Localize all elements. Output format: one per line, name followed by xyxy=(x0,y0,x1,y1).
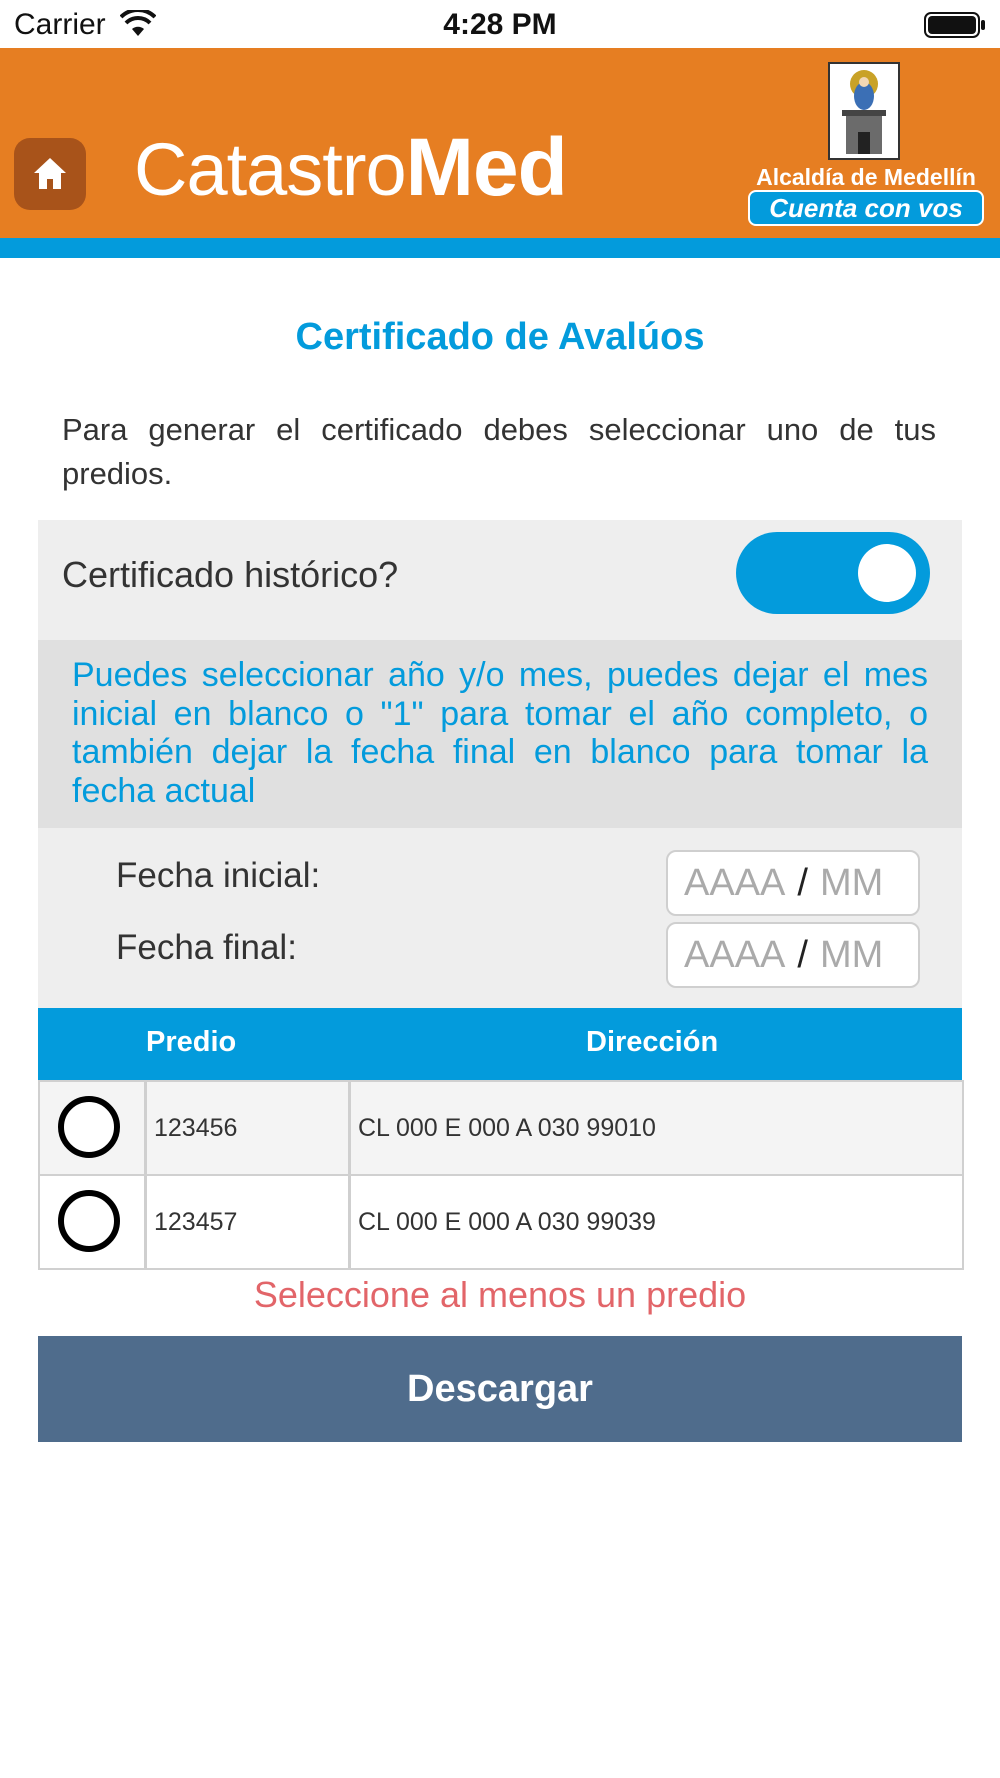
cell-divider xyxy=(144,1176,147,1268)
app-title-part2: Med xyxy=(405,122,567,213)
header-accent-line xyxy=(0,238,1000,258)
start-year-placeholder[interactable]: AAAA xyxy=(684,862,786,904)
start-date-input[interactable] xyxy=(666,850,920,916)
start-date-separator: / xyxy=(797,862,808,904)
column-header-predio: Predio xyxy=(146,1026,237,1058)
predio-cell: 123456 xyxy=(154,1114,238,1142)
start-month-placeholder[interactable]: MM xyxy=(819,862,884,904)
end-year-placeholder[interactable]: AAAA xyxy=(684,934,786,976)
clock: 4:28 PM xyxy=(443,8,557,41)
home-button[interactable] xyxy=(14,138,86,210)
page-title: Certificado de Avalúos xyxy=(295,316,705,358)
direccion-cell: CL 000 E 000 A 030 99010 xyxy=(358,1114,656,1142)
intro-text: Para generar el certificado debes seleccionar uno de tus predios. xyxy=(62,412,936,491)
end-date-label: Fecha final: xyxy=(116,928,297,967)
historic-label: Certificado histórico? xyxy=(62,554,399,595)
start-date-label: Fecha inicial: xyxy=(116,856,321,895)
end-month-placeholder[interactable]: MM xyxy=(819,934,884,976)
table-row[interactable] xyxy=(38,1080,964,1176)
cell-divider xyxy=(348,1082,351,1174)
medellin-seal-icon xyxy=(828,62,900,160)
historic-toggle[interactable] xyxy=(736,532,930,614)
end-date-input[interactable] xyxy=(666,922,920,988)
status-bar xyxy=(0,0,1000,48)
carrier-label: Carrier xyxy=(14,8,106,41)
info-text: Puedes seleccionar año y/o mes, puedes dejar el mes inicial en blanco o "1" para tomar el año completo, o también dejar la fecha final en blanco para tomar la fecha actual xyxy=(72,656,928,810)
download-button[interactable]: Descargar xyxy=(38,1336,962,1442)
row-select-radio[interactable] xyxy=(58,1096,120,1158)
app-title xyxy=(134,118,567,220)
brand-line2: Cuenta con vos xyxy=(748,190,984,226)
brand-line1: Alcaldía de Medellín xyxy=(756,164,976,190)
home-icon xyxy=(30,154,70,194)
predio-cell: 123457 xyxy=(154,1208,238,1236)
column-header-direccion: Dirección xyxy=(586,1026,719,1058)
cell-divider xyxy=(348,1176,351,1268)
end-date-separator: / xyxy=(797,934,808,976)
toggle-knob xyxy=(858,544,916,602)
table-row[interactable] xyxy=(38,1174,964,1270)
direccion-cell: CL 000 E 000 A 030 99039 xyxy=(358,1208,656,1236)
battery-icon xyxy=(924,12,986,38)
cell-divider xyxy=(144,1082,147,1174)
app-title-part1: Catastro xyxy=(134,128,406,211)
row-select-radio[interactable] xyxy=(58,1190,120,1252)
validation-error: Seleccione al menos un predio xyxy=(253,1274,747,1315)
